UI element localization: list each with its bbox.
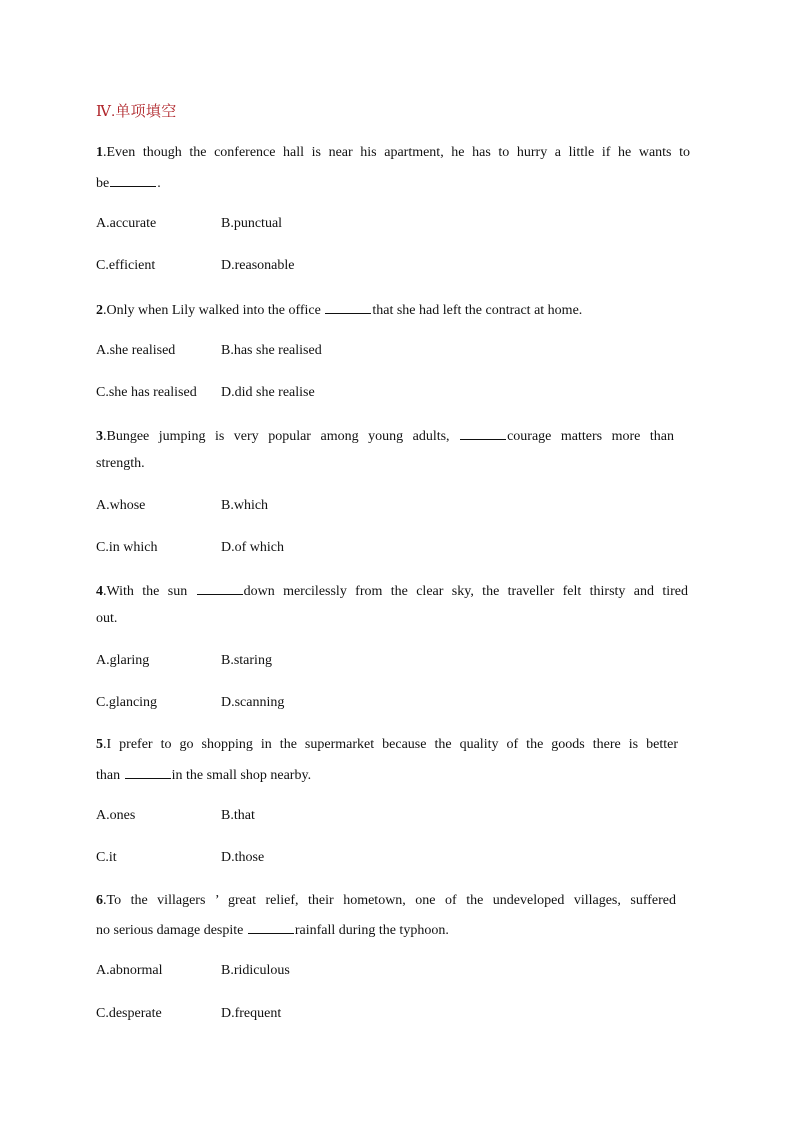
question-text: that she had left the contract at home. — [372, 303, 583, 318]
answer-blank — [125, 764, 171, 779]
question-6-line-1 — [96, 891, 676, 911]
option-d: D.reasonable — [221, 258, 295, 273]
question-4-line-2 — [96, 609, 117, 629]
option-b: B.punctual — [221, 216, 283, 231]
option-a: A.accurate — [96, 216, 157, 231]
question-text: in the small shop nearby. — [171, 768, 312, 783]
question-text: .Even though the conference hall is near his apartment, he has to hurry a little if he wants to — [103, 145, 690, 160]
question-text: than — [96, 768, 121, 783]
question-text: down mercilessly from the clear sky, the traveller felt thirsty and tired — [243, 584, 689, 599]
question-number: 4 — [96, 584, 103, 599]
question-number: 3 — [96, 429, 103, 444]
question-text: .To the villagers ’ great relief, their hometown, one of the undeveloped villages, suffered — [103, 893, 676, 908]
option-c: C.efficient — [96, 258, 156, 273]
question-text: .Bungee jumping is very popular among young adults, — [103, 429, 450, 444]
option-b: B.staring — [221, 653, 272, 668]
question-2-line-1 — [96, 299, 582, 321]
option-c: C.desperate — [96, 1006, 162, 1021]
section-title: Ⅳ.单项填空 — [96, 104, 177, 120]
question-number: 1 — [96, 145, 103, 160]
question-1-line-2 — [96, 172, 161, 194]
question-text: out. — [96, 611, 118, 626]
answer-blank — [110, 172, 156, 187]
question-text: .I prefer to go shopping in the supermarket because the quality of the goods there is better — [103, 737, 678, 752]
question-number: 6 — [96, 893, 103, 908]
option-c: C.in which — [96, 540, 158, 555]
option-d: D.scanning — [221, 695, 285, 710]
option-c: C.glancing — [96, 695, 158, 710]
option-d: D.those — [221, 850, 265, 865]
question-6-line-2 — [96, 919, 449, 941]
option-b: B.which — [221, 498, 269, 513]
question-3-line-2 — [96, 454, 145, 474]
question-number: 2 — [96, 303, 103, 318]
question-text: courage matters more than — [507, 429, 674, 444]
option-a: A.ones — [96, 808, 136, 823]
answer-blank — [197, 580, 243, 595]
option-a: A.she realised — [96, 343, 176, 358]
option-c: C.it — [96, 850, 117, 865]
option-d: D.did she realise — [221, 385, 315, 400]
question-5-line-1 — [96, 735, 678, 755]
question-text: . — [157, 176, 161, 191]
option-c: C.she has realised — [96, 385, 197, 400]
option-a: A.glaring — [96, 653, 150, 668]
option-b: B.ridiculous — [221, 963, 290, 978]
option-d: D.of which — [221, 540, 284, 555]
question-text: .With the sun — [103, 584, 188, 599]
question-text: strength. — [96, 456, 145, 471]
option-b: B.has she realised — [221, 343, 322, 358]
question-number: 5 — [96, 737, 103, 752]
answer-blank — [248, 919, 294, 934]
option-d: D.frequent — [221, 1006, 282, 1021]
option-b: B.that — [221, 808, 255, 823]
question-1-line-1 — [96, 143, 690, 163]
question-text: no serious damage despite — [96, 923, 244, 938]
question-text: rainfall during the typhoon. — [294, 923, 449, 938]
question-5-line-2 — [96, 764, 311, 786]
question-text: be — [96, 176, 110, 191]
answer-blank — [460, 425, 506, 440]
question-3-line-1 — [96, 425, 674, 447]
question-text: .Only when Lily walked into the office — [103, 303, 321, 318]
option-a: A.whose — [96, 498, 146, 513]
question-4-line-1 — [96, 580, 688, 602]
option-a: A.abnormal — [96, 963, 163, 978]
answer-blank — [325, 299, 371, 314]
